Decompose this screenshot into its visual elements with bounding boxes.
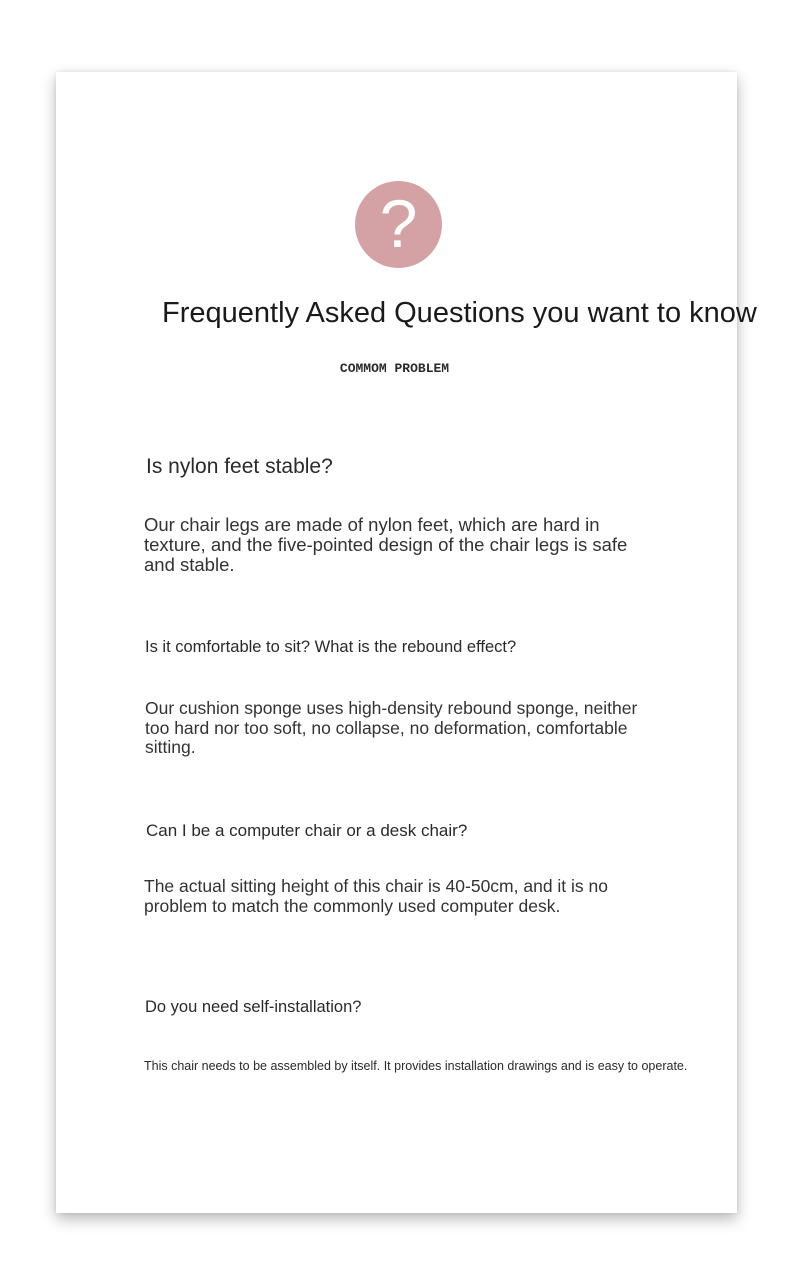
page-subtitle: COMMOM PROBLEM bbox=[339, 361, 450, 376]
faq-question: Do you need self-installation? bbox=[145, 998, 362, 1016]
faq-question: Is it comfortable to sit? What is the rebound effect? bbox=[145, 638, 517, 656]
faq-answer: Our cushion sponge uses high-density rebound sponge, neither too hard nor too soft, no collapse, no deformation, comfortable sitting. bbox=[145, 698, 638, 757]
question-mark-icon: ? bbox=[355, 181, 442, 268]
faq-answer: Our chair legs are made of nylon feet, which are hard in texture, and the five-pointed design of the chair legs is safe and stable. bbox=[144, 514, 628, 575]
faq-answer: This chair needs to be assembled by itself. It provides installation drawings and is easy to operate. bbox=[144, 1059, 688, 1073]
faq-question: Is nylon feet stable? bbox=[146, 455, 333, 478]
faq-question: Can I be a computer chair or a desk chair? bbox=[146, 821, 468, 840]
page-title: Frequently Asked Questions you want to know bbox=[162, 297, 757, 329]
faq-answer: The actual sitting height of this chair is 40-50cm, and it is no problem to match the commonly used computer desk. bbox=[144, 876, 608, 916]
